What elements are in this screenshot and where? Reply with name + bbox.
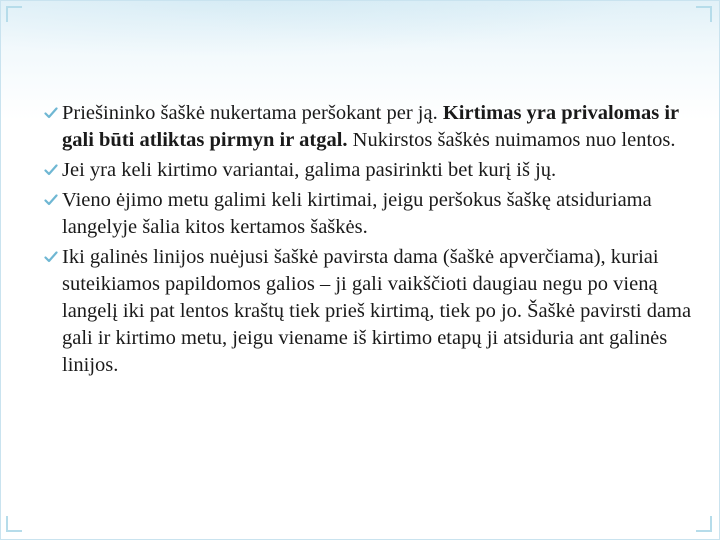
bullet-text bbox=[62, 102, 679, 151]
bullet-item bbox=[44, 157, 694, 184]
bullet-text-run: Iki galinės linijos nuėjusi šaškė pavirsta dama (šaškė apverčiama), kuriai suteikiamos papildomos galios – ji gali vaikščioti daugiau negu po vieną langelį iki pat lentos kraštų tiek prieš kirtimą, tiek po jo. Šaškė pavirsti dama gali ir kirtimo metu, jeigu viename iš kirtimo etapų ji atsiduria ant galinės linijos. bbox=[62, 246, 692, 376]
corner-ornament-top-right bbox=[696, 6, 712, 22]
corner-ornament-top-left bbox=[6, 6, 22, 22]
bullet-item bbox=[44, 244, 694, 379]
checkmark-icon bbox=[44, 163, 58, 177]
checkmark-icon bbox=[44, 106, 58, 120]
bullet-text bbox=[62, 159, 556, 181]
bullet-text bbox=[62, 189, 652, 238]
corner-ornament-bottom-right bbox=[696, 516, 712, 532]
checkmark-icon bbox=[44, 250, 58, 264]
bullet-item bbox=[44, 187, 694, 241]
bullet-text-run: Jei yra keli kirtimo variantai, galima pasirinkti bet kurį iš jų. bbox=[62, 159, 557, 181]
bullet-list bbox=[44, 100, 694, 382]
bullet-text bbox=[62, 246, 691, 376]
checkmark-icon bbox=[44, 193, 58, 207]
bullet-item bbox=[44, 100, 694, 154]
bullet-text-run: Priešininko šaškė nukertama peršokant per ją. bbox=[62, 102, 443, 124]
bullet-text-bold-run: Kirtimas yra privalomas ir gali būti atliktas pirmyn ir atgal. bbox=[62, 102, 679, 151]
corner-ornament-bottom-left bbox=[6, 516, 22, 532]
bullet-text-run: Nukirstos šaškės nuimamos nuo lentos. bbox=[347, 129, 676, 151]
bullet-text-run: Vieno ėjimo metu galimi keli kirtimai, jeigu peršokus šaškę atsiduriama langelyje šalia kitos kertamos šaškės. bbox=[62, 189, 652, 238]
